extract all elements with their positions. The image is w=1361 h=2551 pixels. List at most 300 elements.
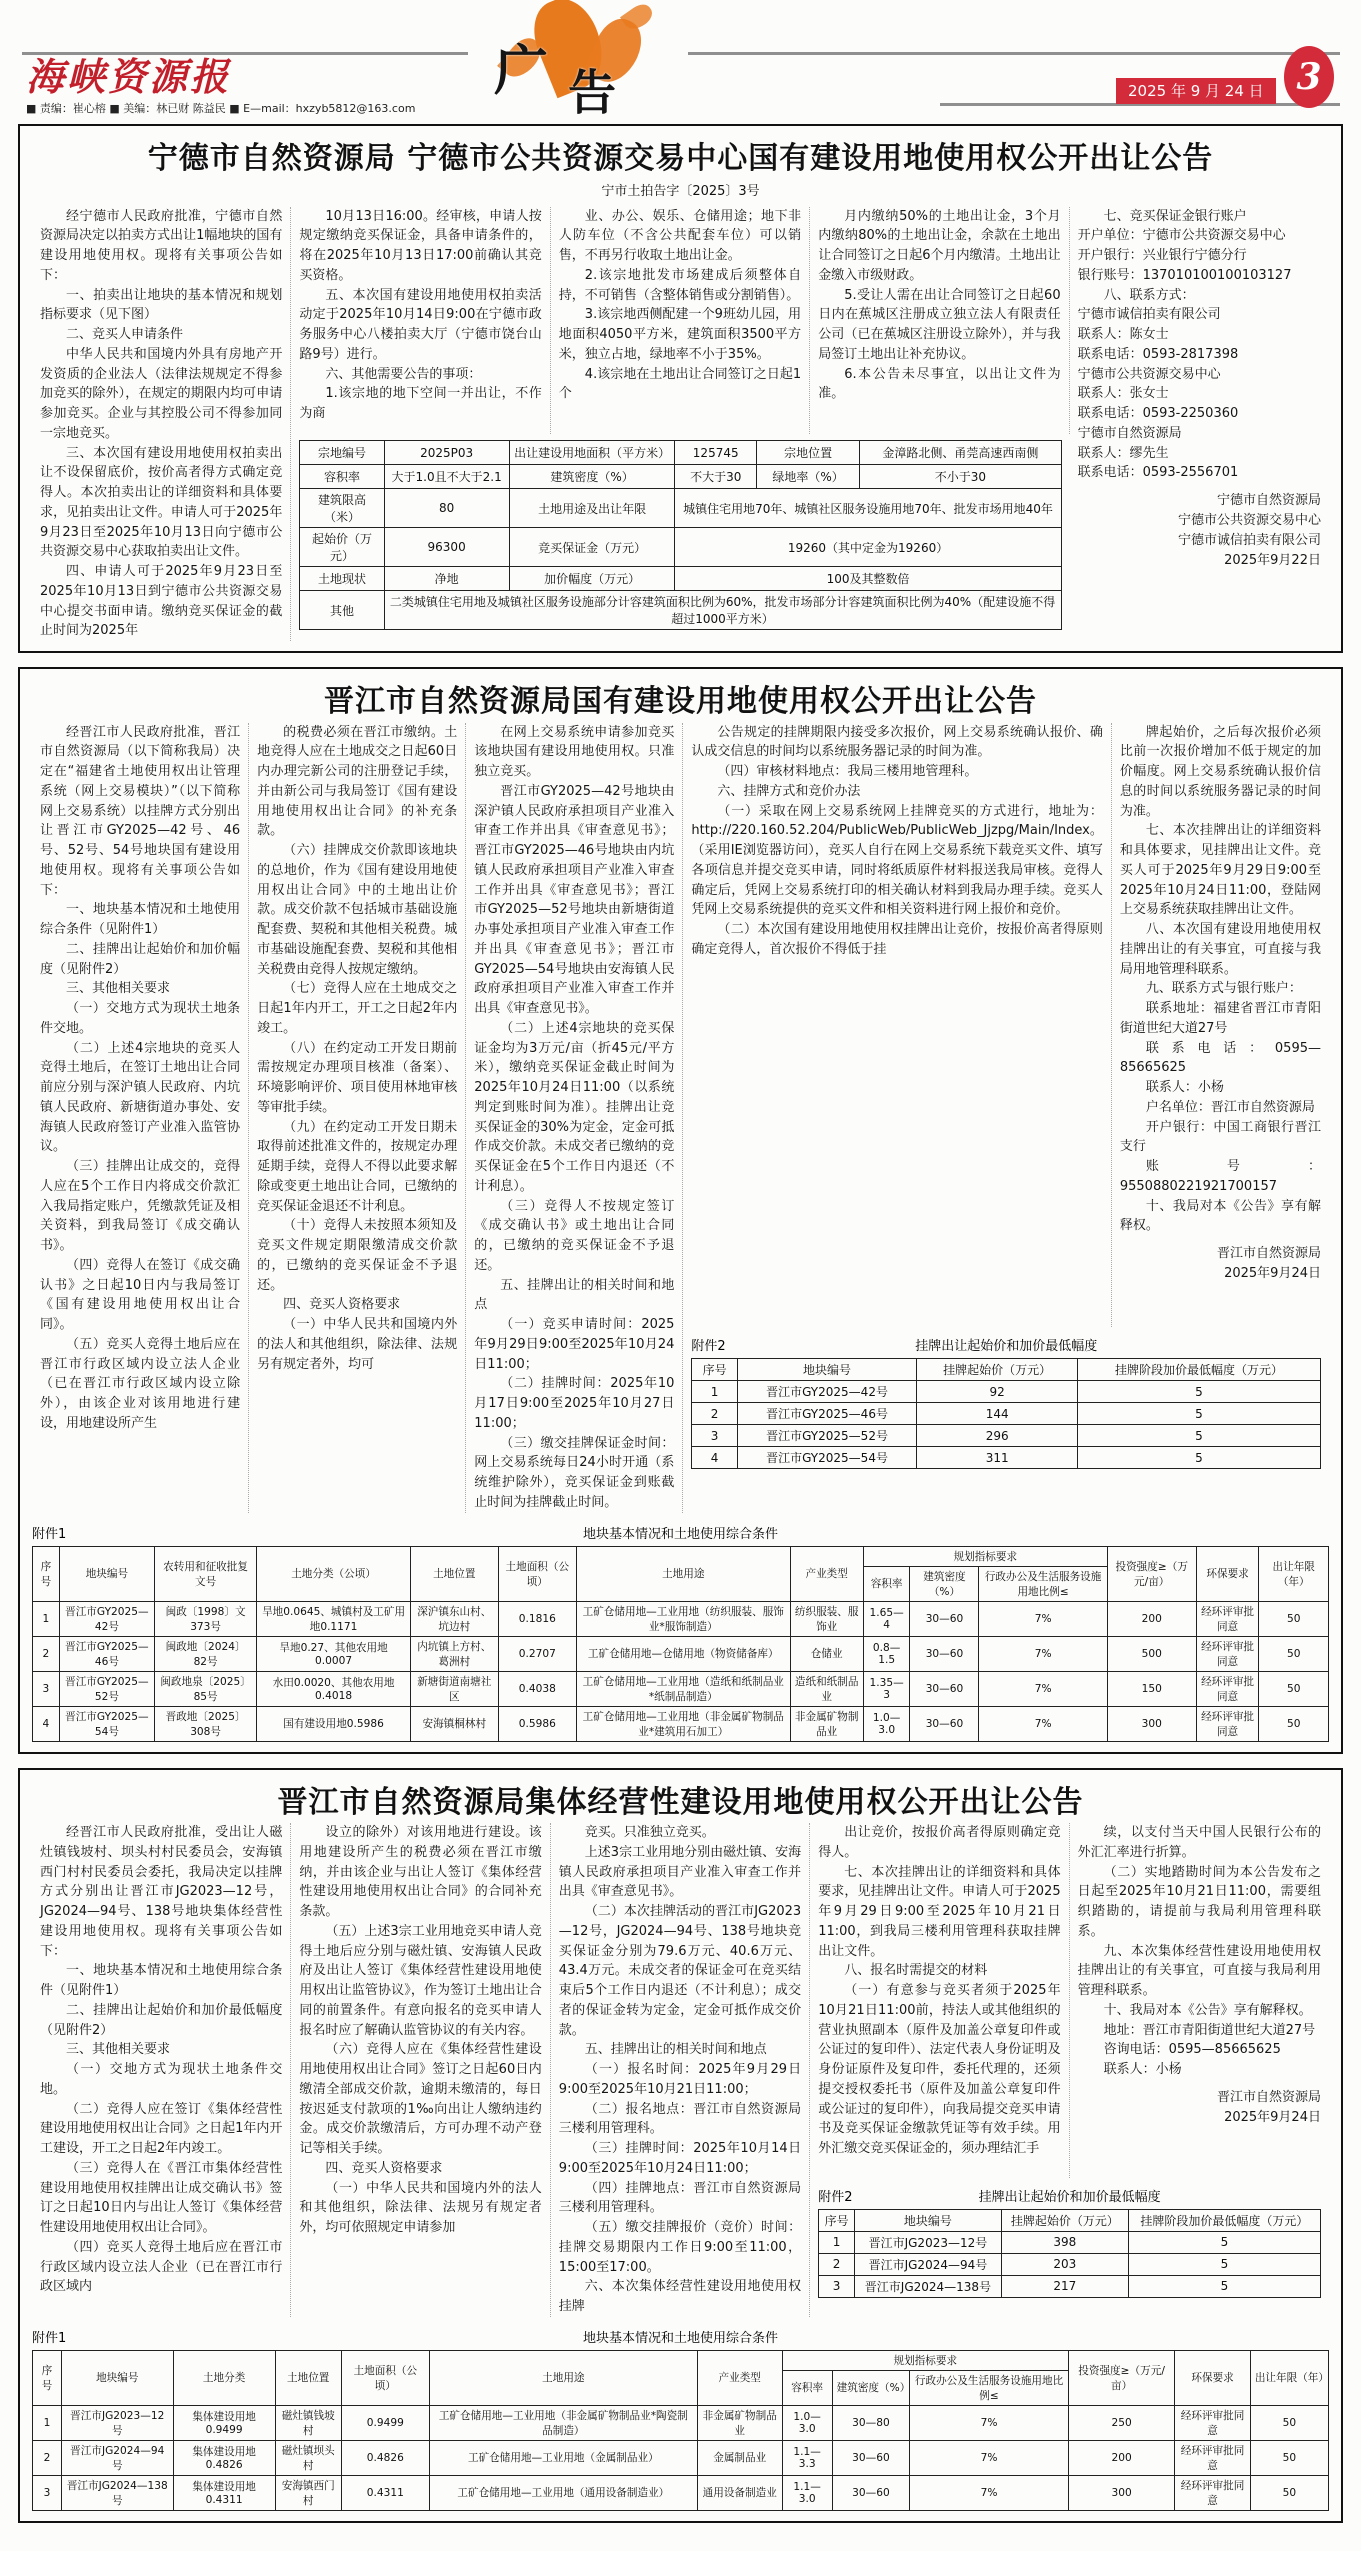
paragraph: （一）交地方式为现状土地条件交地。: [40, 2062, 283, 2097]
paragraph: 六、本次集体经营性建设用地使用权挂牌: [558, 2279, 802, 2314]
paragraph: 二、竞买人申请条件: [66, 327, 184, 342]
table-cell: 0.1816: [498, 1601, 576, 1636]
paragraph: （三）缴交挂牌保证金时间：网上交易系统每日24小时开通（系统维护除外），竞买保证金到账截止时间为挂牌截止时间。: [474, 1435, 675, 1510]
signature-block: [1120, 1244, 1321, 1284]
table-cell: 磁灶镇钱坡村: [275, 2405, 341, 2440]
table-cell: 300: [1068, 2475, 1174, 2510]
paragraph: （四）审核材料地点：我局三楼用地管理科。: [717, 764, 978, 779]
contact-lines: [1120, 723, 1321, 1237]
table-cell: 50: [1259, 1636, 1329, 1671]
paragraph: （二）本次挂牌活动的晋江市JG2023—12号，JG2024—94号、138号地块竞买保证金分别为79.6万元、40.6万元、43.4万元。未成交者的保证金可在竞买结束后5个工作日内退还（不计利息）；成交者的保证金转为定金，定金可抵作成交价款。: [558, 1904, 802, 2038]
text-column: [810, 207, 1069, 435]
table-cell: 144: [917, 1403, 1078, 1425]
paragraph: 经晋江市人民政府批准，晋江市自然资源局（以下简称我局）决定在“福建省土地使用权出让管理系统（网上交易模块）”（以下简称网上交易系统）以挂牌方式分别出让晋江市GY2025—42号、46号、52号、54号地块国有建设用地使用权。现将有关事项公告如下：: [40, 724, 241, 898]
document-number: 宁市土拍告字〔2025〕3号: [601, 183, 760, 199]
signature-block: [1078, 2088, 1321, 2128]
paragraph: 账号：9550880221921700157: [1119, 1159, 1321, 1194]
announcement-title: 晋江市自然资源局集体经营性建设用地使用权公开出让公告: [277, 1784, 1084, 1820]
annex1-caption-row: [32, 1523, 1329, 1542]
table-cell: 晋江市GY2025—54号: [737, 1447, 917, 1469]
text-column: [32, 723, 249, 1513]
table-header-row: [33, 2350, 1329, 2370]
text-column: [466, 723, 683, 1513]
text-column: [683, 723, 1111, 1328]
paragraph: 六、其他需要公告的事项：: [325, 366, 482, 382]
table-cell: 工矿仓储用地—工业用地（非金属矿物制品业*陶瓷制品制造）: [429, 2405, 697, 2440]
table-row: [300, 465, 1061, 489]
table-row: [692, 1425, 1321, 1447]
table-cell: 经环评审批同意: [1175, 2405, 1251, 2440]
table-cell: 非金属矿物制品业: [790, 1706, 863, 1741]
table-cell: 工矿仓储用地—工业用地（通用设备制造业）: [429, 2475, 697, 2510]
paragraph: （一）交地方式为现状土地条件交地。: [40, 1001, 241, 1036]
col-header: 环保要求: [1196, 1546, 1259, 1601]
text-column: [551, 1823, 810, 2317]
paragraph: 九、联系方式与银行账户：: [1145, 981, 1302, 997]
paragraph: （九）在约定动工开发日期未取得前述批准文件的，按规定办理延期手续，竞得人不得以此要求解除或变更土地出让合同，已缴纳的竞买保证金退还不计利息。: [257, 1119, 458, 1214]
col-subheader: 建筑密度（%）: [832, 2370, 910, 2405]
table-row: [819, 2253, 1321, 2275]
col-header: 产业类型: [790, 1546, 863, 1601]
table-cell: 19260（其中定金为19260）: [675, 528, 1061, 567]
issue-date: 2025 年 9 月 24 日: [1116, 78, 1276, 104]
paragraph: 业、办公、娱乐、仓储用途；地下非人防车位（不含公共配套车位）可以销售，不再另行收取土地出让金。: [558, 208, 802, 263]
paragraph: 二、挂牌出让起始价和加价最低幅度（见附件2）: [40, 2002, 283, 2038]
paragraph: （二）上述4宗地块的竞买保证金均为3万元/亩（折45元/平方米），缴纳竞买保证金截止时间为2025年10月24日11:00（以系统判定到账时间为准）。挂牌出让竞买保证金的30%为定金，定金可抵作成交价款。未成交者已缴纳的竞买保证金在5个工作日内退还（不计利息）。: [474, 1020, 675, 1194]
parcel-table-wrap: [291, 434, 1069, 641]
table-cell: 水田0.0020、其他农用地0.4018: [257, 1671, 411, 1706]
table-header-row: [692, 1359, 1321, 1381]
table-cell: 2: [819, 2253, 855, 2275]
annex1-label: 附件1: [32, 2330, 67, 2346]
paragraph: （二）挂牌时间：2025年10月17日9:00至2025年10月27日11:00；: [474, 1376, 675, 1431]
text-column: [810, 1823, 1069, 2178]
table-row: [692, 1403, 1321, 1425]
table-cell: 7%: [910, 2440, 1069, 2475]
ad-section-char-guang: 广: [494, 38, 548, 102]
col-header: 挂牌阶段加价最低幅度（万元）: [1128, 2209, 1320, 2231]
table-cell: 晋江市GY2025—46号: [737, 1403, 917, 1425]
annex2-price-table: [691, 1358, 1321, 1469]
paragraph: 2.该宗地批发市场建成后须整体自持，不可销售（含整体销售或分割销售）。: [558, 267, 802, 303]
table-cell: 其他: [300, 591, 384, 630]
announcement-title: 宁德市自然资源局 宁德市公共资源交易中心国有建设用地使用权公开出让公告: [147, 141, 1214, 176]
paragraph: 地址：晋江市青阳街道世纪大道27号: [1103, 2022, 1316, 2038]
table-cell: 30—60: [910, 1636, 979, 1671]
paragraph: （一）中华人民共和国境内外的法人和其他组织，除法律、法规另有规定者外，均可依照规定申请参加: [299, 2180, 542, 2235]
table-cell: 30—60: [832, 2440, 910, 2475]
table-row: [33, 2475, 1329, 2510]
table-cell: 工矿仓储用地—仓储用地（物资储备库）: [577, 1636, 790, 1671]
paragraph: 联系人：陈女士: [1077, 327, 1169, 342]
text-column: [551, 207, 810, 435]
table-cell: 296: [917, 1425, 1078, 1447]
announcement-ningde: [18, 124, 1343, 653]
table-cell: 1: [33, 1601, 60, 1636]
table-cell: 晋江市JG2024—138号: [61, 2475, 173, 2510]
table-cell: 2025P03: [384, 441, 509, 465]
parcel-info-table: [299, 440, 1061, 630]
table-cell: 晋江市JG2024—138号: [855, 2275, 1002, 2297]
table-cell: 203: [1001, 2253, 1128, 2275]
table-cell: 1.0—3.0: [782, 2405, 832, 2440]
col-header: 序号: [33, 2350, 62, 2405]
table-cell: 安海镇西门村: [275, 2475, 341, 2510]
paragraph: （二）上述4宗地块的竞买人竞得土地后，在签订土地出让合同前应分别与深沪镇人民政府、内坑镇人民政府、新塘街道办事处、安海镇人民政府签订产业准入监管协议。: [40, 1040, 241, 1155]
paragraph: 八、报名时需提交的材料: [844, 1963, 988, 1979]
paragraph: 宁德市诚信拍卖有限公司: [1077, 307, 1221, 323]
annex1-parcel-table: [32, 1546, 1329, 1742]
table-cell: 300: [1107, 1706, 1196, 1741]
paragraph: （一）报名时间：2025年9月29日9:00至2025年10月21日11:00；: [558, 2062, 802, 2097]
table-cell: 5: [1077, 1381, 1320, 1403]
table-cell: 晋江市JG2024—94号: [61, 2440, 173, 2475]
paragraph: 晋江市自然资源局: [1216, 2089, 1321, 2105]
table-cell: 5: [1077, 1425, 1320, 1447]
paragraph: 户名单位：晋江市自然资源局: [1145, 1099, 1315, 1115]
table-cell: 150: [1107, 1671, 1196, 1706]
col-header: 序号: [692, 1359, 737, 1381]
table-cell: 1: [692, 1381, 737, 1403]
paragraph: 竞买。只准独立竞买。: [584, 1825, 715, 1840]
table-cell: 3: [33, 1671, 60, 1706]
paragraph: 4.该宗地在土地出让合同签订之日起1个: [558, 366, 802, 402]
table-cell: 0.4311: [341, 2475, 429, 2510]
annex2-label: 附件2: [818, 2189, 853, 2205]
col-header: 序号: [33, 1546, 60, 1601]
table-row: [300, 489, 1061, 528]
table-cell: 起始价（万元）: [300, 528, 384, 567]
paragraph: （十）竞得人未按照本须知及竞买文件规定期限缴清成交价款的，已缴纳的竞买保证金不予退还。: [257, 1218, 458, 1293]
annex2-title: 挂牌出让起始价和加价最低幅度: [915, 1339, 1098, 1355]
table-cell: 50: [1259, 1671, 1329, 1706]
table-cell: 50: [1250, 2440, 1328, 2475]
paragraph: 四、申请人可于2025年9月23日至2025年10月13日到宁德市公共资源交易中心提交书面申请。缴纳竞买保证金的截止时间为2025年: [40, 564, 283, 639]
paragraph: 联系人：小杨: [1145, 1080, 1224, 1095]
paragraph: 联系电话：0595—85665625: [1119, 1040, 1321, 1076]
paragraph: 三、其他相关要求: [66, 981, 171, 997]
table-cell: 2: [33, 1636, 60, 1671]
paragraph: （二）竞得人应在签订《集体经营性建设用地使用权出让合同》之日起1年内开工建设，开工之日起2年内竣工。: [40, 2101, 283, 2156]
contact-lines: [1078, 1823, 1321, 2080]
col-header: 挂牌起始价（万元）: [1001, 2209, 1128, 2231]
paragraph: 十、我局对本《公告》享有解释权。: [1119, 1198, 1321, 1234]
table-cell: 经环评审批同意: [1196, 1671, 1259, 1706]
paragraph: 宁德市自然资源局: [1077, 425, 1182, 441]
paragraph: 三、其他相关要求: [66, 2042, 171, 2058]
paragraph: 联系电话：0593-2817398: [1077, 346, 1239, 362]
table-cell: 7%: [979, 1706, 1107, 1741]
paragraph: 联系人：张女士: [1077, 386, 1169, 402]
table-cell: 通用设备制造业: [697, 2475, 782, 2510]
paragraph: 七、本次挂牌出让的详细资料和具体要求，见挂牌出让文件。竞买人可于2025年9月29日9:00至2025年10月24日11:00，登陆网上交易系统获取挂牌出让文件。: [1119, 823, 1321, 918]
paragraph: 联系电话：0593-2556701: [1077, 465, 1239, 481]
table-cell: 安海镇桐林村: [410, 1706, 498, 1741]
table-row: [33, 1671, 1329, 1706]
col-header: 土地用途: [577, 1546, 790, 1601]
col-subheader: 容积率: [863, 1566, 910, 1601]
table-cell: 0.4038: [498, 1671, 576, 1706]
table-row: [819, 2275, 1321, 2297]
table-cell: 125745: [675, 441, 756, 465]
paragraph: 八、联系方式：: [1103, 287, 1195, 303]
paragraph: （一）竞买申请时间：2025年9月29日9:00至2025年10月24日11:00；: [474, 1317, 675, 1372]
table-row: [692, 1381, 1321, 1403]
paragraph: 八、本次国有建设用地使用权挂牌出让的有关事宜，可直接与我局用地管理科联系。: [1119, 922, 1321, 977]
paragraph: 1.该宗地的地下空间一并出让，不作为商: [299, 386, 542, 421]
announcement-jinjiang-state: [18, 667, 1343, 1754]
table-cell: 宗地位置: [756, 441, 859, 465]
table-cell: 大于1.0且不大于2.1: [384, 465, 509, 489]
text-column: [32, 1823, 291, 2317]
col-header: 地块编号: [59, 1546, 154, 1601]
table-cell: 3: [33, 2475, 62, 2510]
paragraph: 月内缴纳50%的土地出让金，3个月内缴纳80%的土地出让金，余款在土地出让合同签订之日起6个月内缴清。土地出让金缴入市级财政。: [818, 208, 1061, 283]
paragraph: 的税费必须在晋江市缴纳。土地竞得人应在土地成交之日起60日内办理完新公司的注册登记手续，并由新公司与我局签订《国有建设用地使用权出让合同》的补充条款。: [257, 724, 458, 839]
text-column: [291, 207, 550, 435]
table-cell: 纺织服装、服饰业: [790, 1601, 863, 1636]
table-cell: 金属制品业: [697, 2440, 782, 2475]
paragraph: 晋江市GY2025—42号地块由深沪镇人民政府承担项目产业准入审查工作并出具《审查意见书》；晋江市GY2025—46号地块由内坑镇人民政府承担项目产业准入审查工作并出具《审查意见书》；晋江市GY2025—52号地块由新塘街道办事处承担项目产业准入审查工作并出具《审查意见书》；晋江市GY2025—54号地块由安海镇人民政府承担项目产业准入审查工作并出具《审查意见书》。: [474, 783, 675, 1016]
table-row: [33, 1636, 1329, 1671]
table-cell: 311: [917, 1447, 1078, 1469]
table-cell: 新塘街道南塘社区: [410, 1671, 498, 1706]
paragraph: 六、挂牌方式和竞价办法: [717, 783, 861, 799]
paragraph: 经宁德市人民政府批准，宁德市自然资源局决定以拍卖方式出让1幅地块的国有建设用地使用权。现将有关事项公告如下：: [40, 208, 283, 283]
table-cell: 晋江市GY2025—42号: [59, 1601, 154, 1636]
table-cell: 4: [692, 1447, 737, 1469]
col-header: 土地分类: [173, 2350, 275, 2405]
table-cell: 旱地0.0645、城镇村及工矿用地0.1171: [257, 1601, 411, 1636]
ad-section-art: [468, 2, 688, 121]
announcement-title: 晋江市自然资源局国有建设用地使用权公开出让公告: [324, 684, 1037, 719]
paragraph: 牌起始价，之后每次报价必须比前一次报价增加不低于规定的加价幅度。网上交易系统确认报价信息的时间以系统服务器记录的时间为准。: [1119, 724, 1321, 819]
table-cell: 经环评审批同意: [1196, 1706, 1259, 1741]
table-row: [33, 2405, 1329, 2440]
table-row: [33, 1601, 1329, 1636]
paragraph: 6.本公告未尽事宜，以出让文件为准。: [818, 366, 1061, 402]
paragraph: 联系人：缪先生: [1077, 445, 1169, 461]
table-cell: 闽政〔1998〕文373号: [154, 1601, 256, 1636]
col-header: 投资强度≥（万元/亩）: [1107, 1546, 1196, 1601]
paragraph: 联系电话：0593-2250360: [1077, 406, 1239, 421]
table-cell: 217: [1001, 2275, 1128, 2297]
paragraph: 开户银行：兴业银行宁德分行: [1077, 248, 1247, 263]
table-cell: 30—60: [832, 2475, 910, 2510]
paragraph: 开户银行：中国工商银行晋江支行: [1119, 1119, 1321, 1155]
table-header-row: [819, 2209, 1321, 2231]
annex2-block: [810, 2178, 1329, 2317]
annex1-block: [32, 1523, 1329, 1742]
annex2-title: 挂牌出让起始价和加价最低幅度: [978, 2189, 1161, 2205]
paragraph: 经晋江市人民政府批准，受出让人磁灶镇钱坡村、坝头村村民委员会，安海镇西门村村民委员会委托，我局决定以挂牌方式分别出让晋江市JG2023—12号，JG2024—94号、138号地块集体经营性建设用地使用权。现将有关事项公告如下：: [40, 1825, 283, 1959]
table-cell: 7%: [979, 1636, 1107, 1671]
table-cell: 1.1—3.3: [782, 2440, 832, 2475]
table-cell: 工矿仓储用地—工业用地（纺织服装、服饰业*服饰制造）: [577, 1601, 790, 1636]
table-cell: 晋江市GY2025—46号: [59, 1636, 154, 1671]
table-cell: 集体建设用地0.9499: [173, 2405, 275, 2440]
annex2-price-table: [818, 2209, 1321, 2298]
table-row: [300, 567, 1061, 591]
paragraph: （四）竞得人在签订《成交确认书》之日起10日内与我局签订《国有建设用地使用权出让合同》。: [40, 1257, 241, 1332]
table-cell: 内坑镇上方村、葛洲村: [410, 1636, 498, 1671]
paragraph: 宁德市诚信拍卖有限公司: [1177, 533, 1321, 549]
table-cell: 50: [1250, 2475, 1328, 2510]
table-cell: 200: [1107, 1601, 1196, 1636]
table-cell: 3: [819, 2275, 855, 2297]
table-cell: 城镇住宅用地70年、城镇社区服务设施用地70年、批发市场用地40年: [675, 489, 1061, 528]
paragraph: （四）竞买人竞得土地后应在晋江市行政区域内设立法人企业（已在晋江市行政区域内: [40, 2239, 283, 2295]
paragraph: 2025年9月24日: [1224, 2109, 1321, 2125]
table-cell: 晋江市GY2025—52号: [737, 1425, 917, 1447]
table-row: [33, 2440, 1329, 2475]
paragraph: （二）报名地点：晋江市自然资源局三楼利用管理科。: [558, 2101, 802, 2137]
table-row: [300, 528, 1061, 567]
table-cell: 土地现状: [300, 567, 384, 591]
table-cell: 7%: [910, 2405, 1069, 2440]
col-subheader: 行政办公及生活服务设施用地比例≤: [910, 2370, 1069, 2405]
col-header: 出让年限（年）: [1250, 2350, 1328, 2405]
paragraph: 2025年9月24日: [1224, 1266, 1321, 1282]
table-cell: 5: [1077, 1403, 1320, 1425]
table-cell: 96300: [384, 528, 509, 567]
paragraph: 设立的除外）对该用地进行建设。该用地建设所产生的税费必须在晋江市缴纳，并由该企业与出让人签订《集体经营性建设用地使用权出让合同》的合同补充条款。: [299, 1825, 542, 1919]
table-cell: 30—60: [910, 1706, 979, 1741]
table-cell: 500: [1107, 1636, 1196, 1671]
table-cell: 80: [384, 489, 509, 528]
table-cell: 旱地0.27、其他农用地0.0007: [257, 1636, 411, 1671]
table-cell: 50: [1259, 1601, 1329, 1636]
paragraph: 中华人民共和国境内外具有房地产开发资质的企业法人（法律法规规定不得参加竞买的除外），在规定的期限内均可申请参加竞买。企业与其控股公司不得参加同一宗地竞买。: [40, 346, 283, 441]
paragraph: 一、地块基本情况和土地使用综合条件（见附件1）: [40, 902, 241, 937]
table-cell: 集体建设用地0.4826: [173, 2440, 275, 2475]
col-header: 环保要求: [1175, 2350, 1251, 2405]
paragraph: 联系人：小杨: [1103, 2062, 1182, 2077]
contact-column: [1070, 1823, 1329, 2178]
col-header: 投资强度≥（万元/亩）: [1068, 2350, 1174, 2405]
table-cell: 5: [1077, 1447, 1320, 1469]
paragraph: 公告规定的挂牌期限内接受多次报价，网上交易系统确认报价、确认成交信息的时间均以系统服务器记录的时间为准。: [691, 724, 1103, 760]
table-cell: 5: [1128, 2253, 1320, 2275]
annex2-block: [683, 1327, 1329, 1512]
paragraph: 一、拍卖出让地块的基本情况和规划指标要求（见下图）: [40, 287, 283, 323]
col-header: 土地面积（公顷）: [498, 1546, 576, 1601]
table-cell: 晋政地〔2025〕308号: [154, 1706, 256, 1741]
table-cell: 1.65—4: [863, 1601, 910, 1636]
paragraph: （五）缴交挂牌报价（竞价）时间：挂牌交易期限内工作日9:00至11:00，15:00至17:00。: [558, 2220, 802, 2275]
table-cell: 0.5986: [498, 1706, 576, 1741]
table-cell: 国有建设用地0.5986: [257, 1706, 411, 1741]
col-header: 土地位置: [410, 1546, 498, 1601]
col-header: 挂牌起始价（万元）: [917, 1359, 1078, 1381]
col-header: 土地面积（公顷）: [341, 2350, 429, 2405]
table-cell: 晋江市JG2023—12号: [61, 2405, 173, 2440]
table-row: [300, 591, 1061, 630]
paragraph: （一）有意参与竞买者须于2025年10月21日11:00前，持法人或其他组织的营业执照副本（原件及加盖公章复印件或公证过的复印件）、法定代表人身份证明及身份证原件及复印件，委托代理的，还须提交授权委托书（原件及加盖公章复印件或公证过的复印件），向我局提交竞买申请书及竞买保证金缴款凭证等有效手续。用外汇缴交竞买保证金的，须办理结汇手: [818, 1983, 1061, 2156]
contact-column: [1112, 723, 1329, 1328]
paragraph: 五、本次国有建设用地使用权拍卖活动定于2025年10月14日9:00在宁德市政务服务中心八楼拍卖大厅（宁德市饶台山路9号）进行。: [299, 287, 542, 362]
table-cell: 加价幅度（万元）: [509, 567, 675, 591]
col-header: 地块编号: [61, 2350, 173, 2405]
paragraph: 联系地址：福建省晋江市青阳街道世纪大道27号: [1119, 1001, 1321, 1036]
table-cell: 不小于30: [860, 465, 1061, 489]
table-row: [692, 1447, 1321, 1469]
table-cell: 50: [1250, 2405, 1328, 2440]
text-column: [249, 723, 466, 1513]
col-subheader: 建筑密度（%）: [910, 1566, 979, 1601]
table-cell: 0.2707: [498, 1636, 576, 1671]
table-cell: 经环评审批同意: [1175, 2440, 1251, 2475]
table-row: [819, 2231, 1321, 2253]
table-cell: 深沪镇东山村、坑边村: [410, 1601, 498, 1636]
col-header: 土地分类（公顷）: [257, 1546, 411, 1601]
table-cell: 250: [1068, 2405, 1174, 2440]
paragraph: 晋江市自然资源局: [1216, 1246, 1321, 1261]
table-cell: 经环评审批同意: [1175, 2475, 1251, 2510]
paragraph: 五、挂牌出让的相关时间和地点: [584, 2042, 767, 2058]
contact-lines: [1078, 207, 1321, 484]
paragraph: 二、挂牌出让起始价和加价幅度（见附件2）: [40, 941, 241, 977]
table-cell: 1.1—3.0: [782, 2475, 832, 2510]
paragraph: 宁德市公共资源交易中心: [1177, 513, 1321, 529]
table-cell: 0.4826: [341, 2440, 429, 2475]
table-row: [300, 441, 1061, 465]
col-header: 挂牌阶段加价最低幅度（万元）: [1077, 1359, 1320, 1381]
table-cell: 非金属矿物制品业: [697, 2405, 782, 2440]
table-cell: 晋江市JG2023—12号: [855, 2231, 1002, 2253]
paragraph: （二）实地踏勘时间为本公告发布之日起至2025年10月21日11:00，需要组织踏勘的，请提前与我局利用管理科联系。: [1077, 1864, 1321, 1939]
annex1-parcel-table: [32, 2350, 1329, 2511]
table-cell: 398: [1001, 2231, 1128, 2253]
paragraph: 一、地块基本情况和土地使用综合条件（见附件1）: [40, 1963, 283, 1998]
table-cell: 晋江市JG2024—94号: [855, 2253, 1002, 2275]
col-header: 序号: [819, 2209, 855, 2231]
table-cell: 30—60: [910, 1601, 979, 1636]
paragraph: 五、挂牌出让的相关时间和地点: [474, 1277, 675, 1313]
paragraph: （二）本次国有建设用地使用权挂牌出让竞价，按报价高者得原则确定竞得人，首次报价不得低于挂: [691, 922, 1103, 957]
table-cell: 竞买保证金（万元）: [509, 528, 675, 567]
table-cell: 集体建设用地0.4311: [173, 2475, 275, 2510]
paragraph: 出让竞价，按报价高者得原则确定竞得人。: [818, 1825, 1061, 1860]
paragraph: 四、竞买人资格要求: [325, 2160, 443, 2176]
paragraph: （三）竞得人不按规定签订《成交确认书》或土地出让合同的，已缴纳的竞买保证金不予退还。: [474, 1198, 675, 1273]
table-cell: 建筑密度（%）: [509, 465, 675, 489]
col-header: 地块编号: [855, 2209, 1002, 2231]
table-cell: 7%: [979, 1671, 1107, 1706]
table-cell: 92: [917, 1381, 1078, 1403]
paragraph: 在网上交易系统申请参加竞买该地块国有建设用地使用权。只准独立竞买。: [474, 724, 675, 779]
table-cell: 工矿仓储用地—工业用地（非金属矿物制品业*建筑用石加工）: [577, 1706, 790, 1741]
table-cell: 5: [1128, 2275, 1320, 2297]
paragraph: 银行账号：137010100100103127: [1077, 267, 1292, 283]
paragraph: 九、本次集体经营性建设用地使用权挂牌出让的有关事宜，可直接与我局利用管理科联系。: [1077, 1943, 1321, 1998]
table-cell: 工矿仓储用地—工业用地（造纸和纸制品业*纸制品制造）: [577, 1671, 790, 1706]
col-header-group: 规划指标要求: [782, 2350, 1068, 2370]
table-cell: 3: [692, 1425, 737, 1447]
annex2-caption-row: [818, 2186, 1321, 2205]
table-cell: 1.35—3: [863, 1671, 910, 1706]
announcement-body: [32, 1823, 1329, 2317]
table-cell: 容积率: [300, 465, 384, 489]
table-cell: 100及其整数倍: [675, 567, 1061, 591]
paragraph: 上述3宗工业用地分别由磁灶镇、安海镇人民政府承担项目产业准入审查工作并出具《审查意见书》。: [558, 1844, 802, 1900]
table-cell: 4: [33, 1706, 60, 1741]
table-cell: 经环评审批同意: [1196, 1601, 1259, 1636]
annex1-title: 地块基本情况和土地使用综合条件: [582, 2330, 778, 2346]
annex2-caption-row: [691, 1335, 1321, 1354]
paragraph: 三、本次国有建设用地使用权拍卖出让不设保留底价，按价高者得方式确定竞得人。本次拍卖出让的详细资料和具体要求，见拍卖出让文件。申请人可于2025年9月23日至2025年10月13日向宁德市公共资源交易中心获取拍卖出让文件。: [40, 445, 283, 560]
paragraph: 咨询电话：0595—85665625: [1103, 2042, 1281, 2058]
